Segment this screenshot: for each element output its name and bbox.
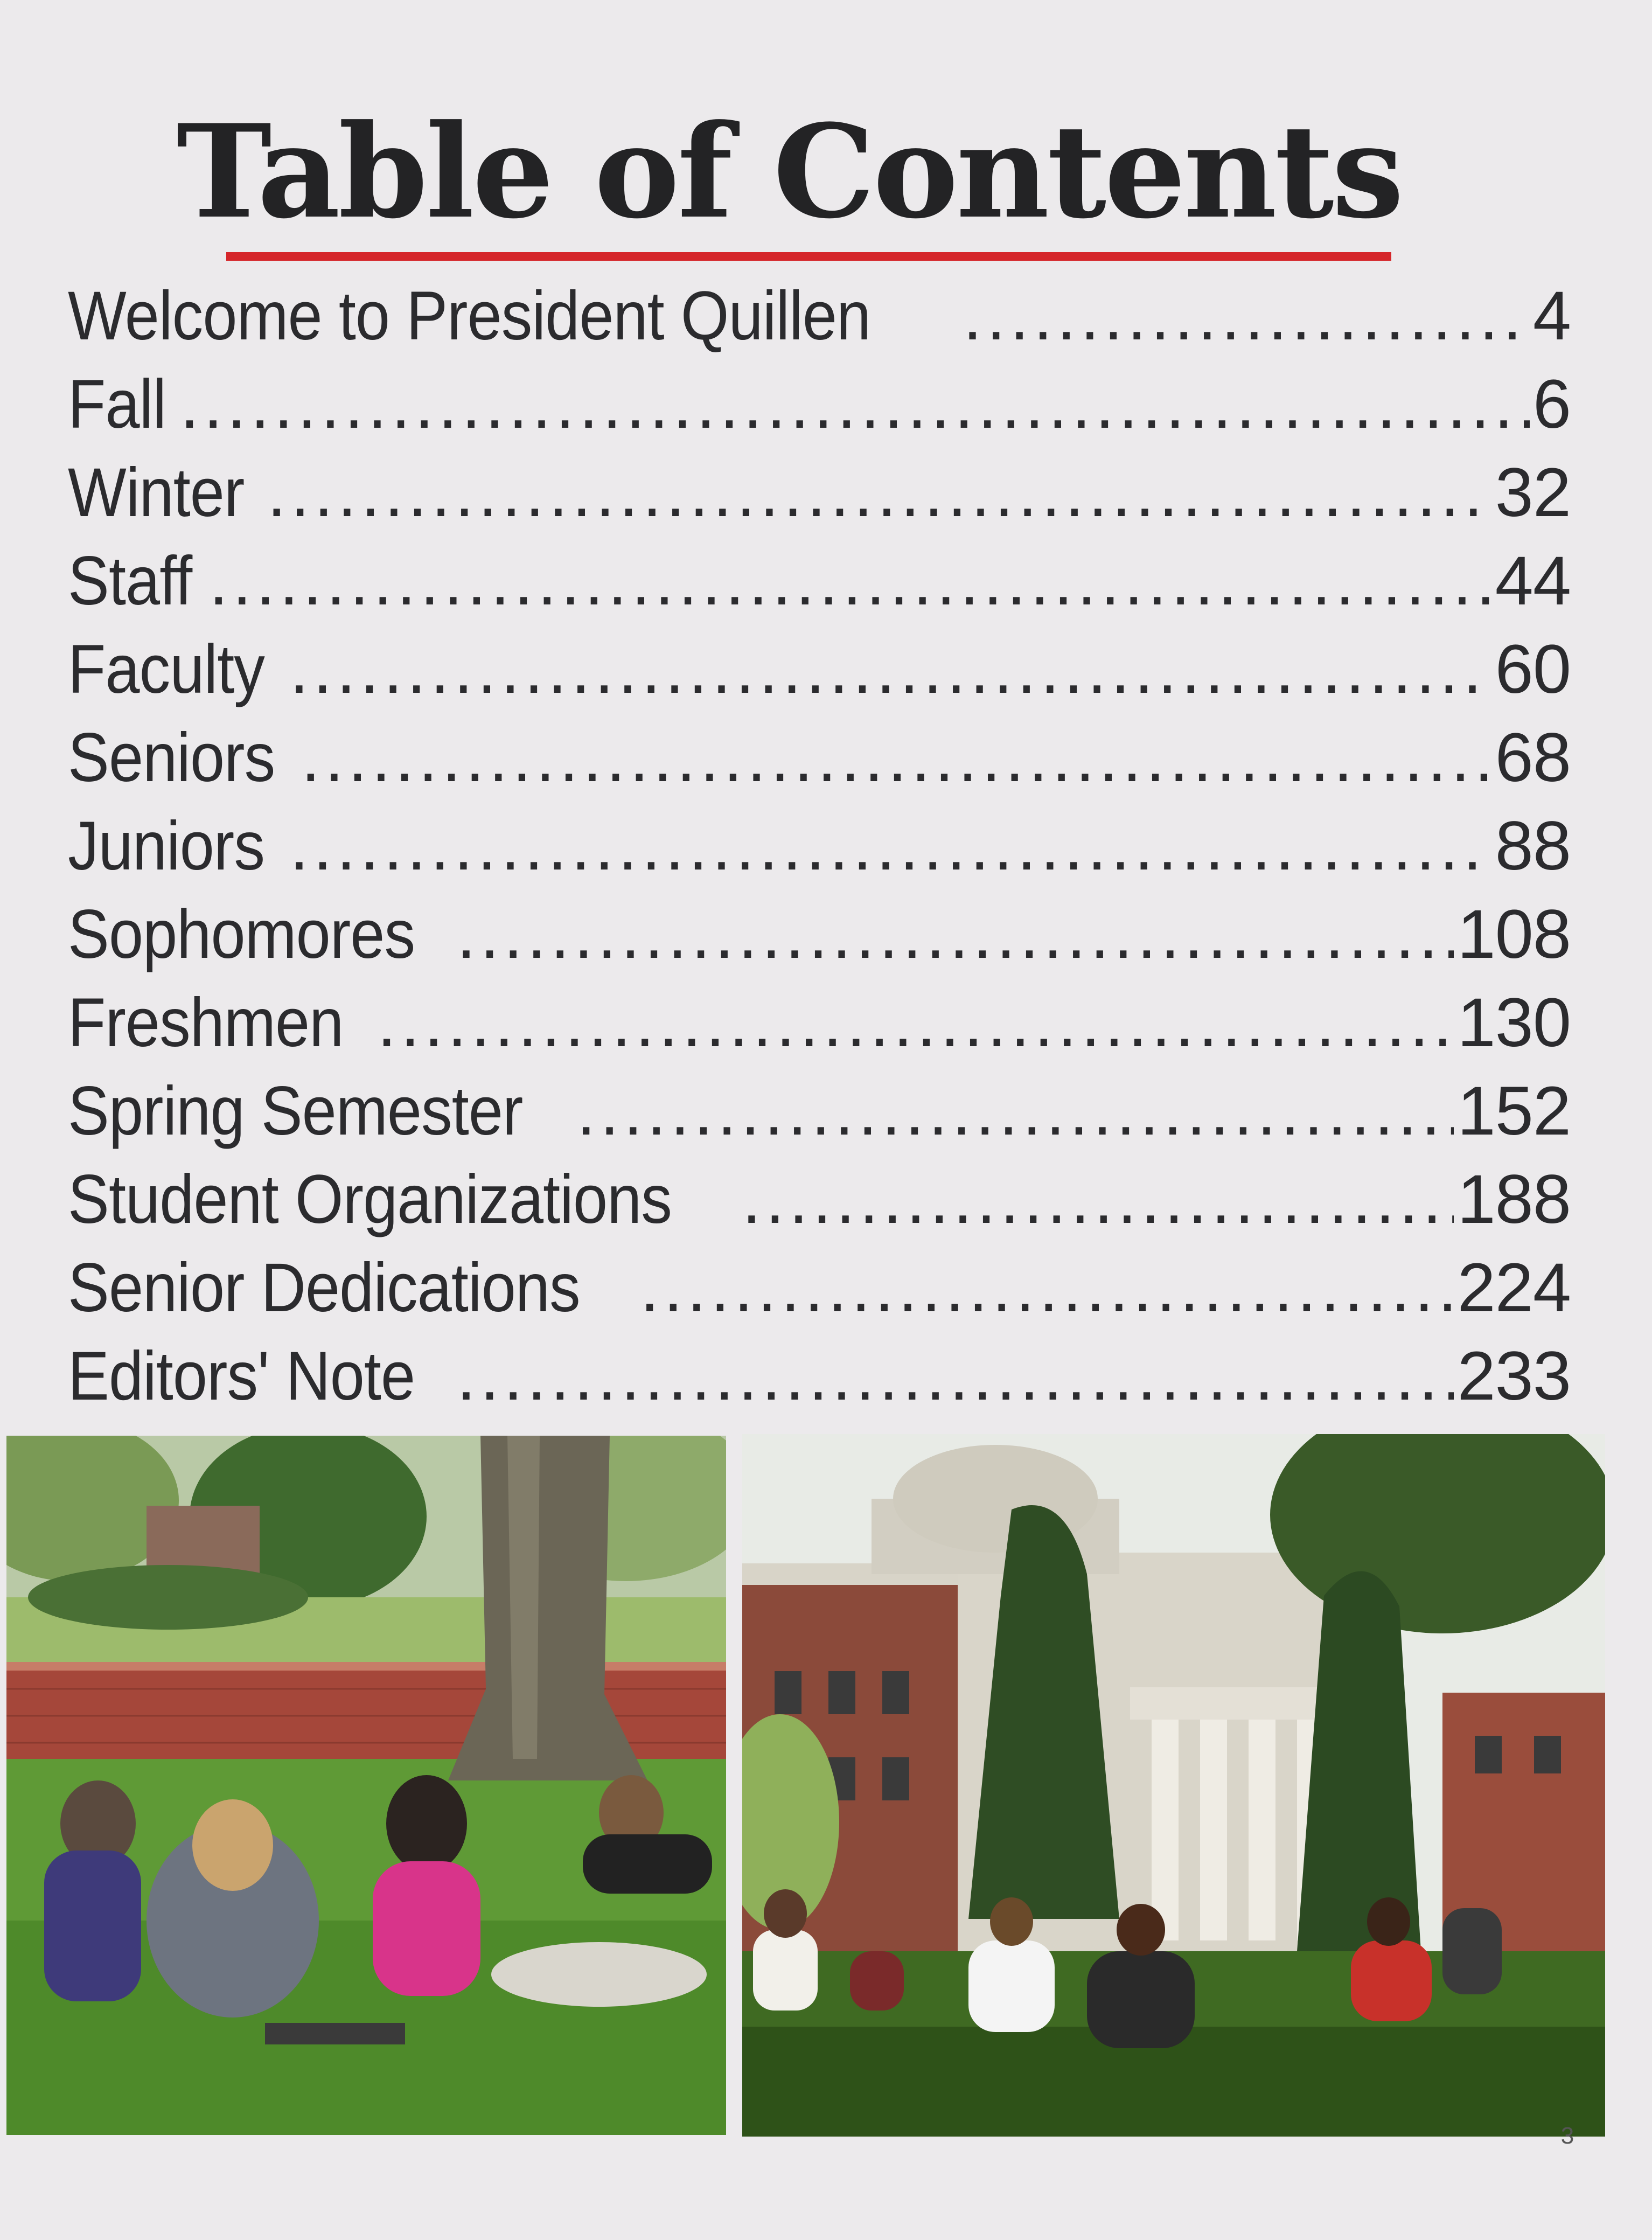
toc-entry-label: Welcome to President Quillen — [68, 277, 871, 354]
toc-entry-page: 32 — [1495, 454, 1571, 531]
toc-entry[interactable] — [68, 802, 1571, 891]
toc-entry-label: Spring Semester — [68, 1073, 523, 1150]
toc-entry-label: Freshmen — [68, 984, 344, 1061]
toc-entry[interactable] — [68, 537, 1571, 625]
toc-entry-page: 6 — [1532, 366, 1571, 443]
dot-leader — [290, 625, 1492, 714]
toc-entry-label: Staff — [68, 542, 192, 620]
toc-entry[interactable] — [68, 979, 1571, 1067]
toc-entry-page: 44 — [1495, 542, 1571, 620]
toc-entry-page: 4 — [1532, 277, 1571, 354]
page-title: Table of Contents — [176, 97, 1402, 247]
dot-leader — [290, 802, 1492, 891]
toc-entry[interactable] — [68, 1332, 1571, 1421]
toc-entry-label: Student Organizations — [68, 1161, 672, 1238]
toc-entry[interactable] — [68, 1156, 1571, 1244]
table-of-contents — [68, 272, 1571, 1421]
dot-leader — [180, 360, 1530, 449]
toc-entry[interactable] — [68, 449, 1571, 537]
dot-leader — [742, 1156, 1454, 1244]
toc-entry-page: 108 — [1457, 896, 1571, 973]
dot-leader — [457, 891, 1454, 979]
page-number: 3 — [1560, 2123, 1574, 2149]
toc-entry-page: 60 — [1495, 631, 1571, 708]
toc-entry-label: Editors' Note — [68, 1338, 415, 1415]
dot-leader — [301, 714, 1492, 802]
toc-entry-label: Sophomores — [68, 896, 415, 973]
photo-campus-building-illustration — [742, 1434, 1605, 2137]
toc-entry-label: Winter — [68, 454, 245, 531]
toc-entry-page: 233 — [1457, 1338, 1571, 1415]
dot-leader — [576, 1067, 1454, 1156]
toc-entry-page: 152 — [1457, 1073, 1571, 1150]
dot-leader — [640, 1244, 1454, 1332]
toc-entry[interactable] — [68, 272, 1571, 360]
toc-entry-page: 88 — [1495, 808, 1571, 885]
toc-entry[interactable] — [68, 360, 1571, 449]
toc-entry-page: 224 — [1457, 1249, 1571, 1326]
toc-entry[interactable] — [68, 891, 1571, 979]
toc-entry-page: 188 — [1457, 1161, 1571, 1238]
toc-entry-label: Fall — [68, 366, 166, 443]
toc-entry-label: Juniors — [68, 808, 265, 885]
photo-campus-building — [742, 1434, 1605, 2137]
toc-entry[interactable] — [68, 1244, 1571, 1332]
toc-entry-label: Senior Dedications — [68, 1249, 580, 1326]
toc-entry-label: Seniors — [68, 719, 275, 796]
toc-entry[interactable] — [68, 1067, 1571, 1156]
toc-entry-label: Faculty — [68, 631, 265, 708]
photo-outdoor-class-illustration — [6, 1436, 726, 2135]
dot-leader — [963, 272, 1530, 360]
toc-entry-page: 130 — [1457, 984, 1571, 1061]
dot-leader — [457, 1332, 1454, 1421]
title-underline — [226, 252, 1391, 261]
toc-entry[interactable] — [68, 625, 1571, 714]
dot-leader — [377, 979, 1454, 1067]
photo-outdoor-class — [6, 1436, 726, 2135]
toc-entry[interactable] — [68, 714, 1571, 802]
dot-leader — [209, 537, 1492, 625]
dot-leader — [267, 449, 1492, 537]
toc-entry-page: 68 — [1495, 719, 1571, 796]
